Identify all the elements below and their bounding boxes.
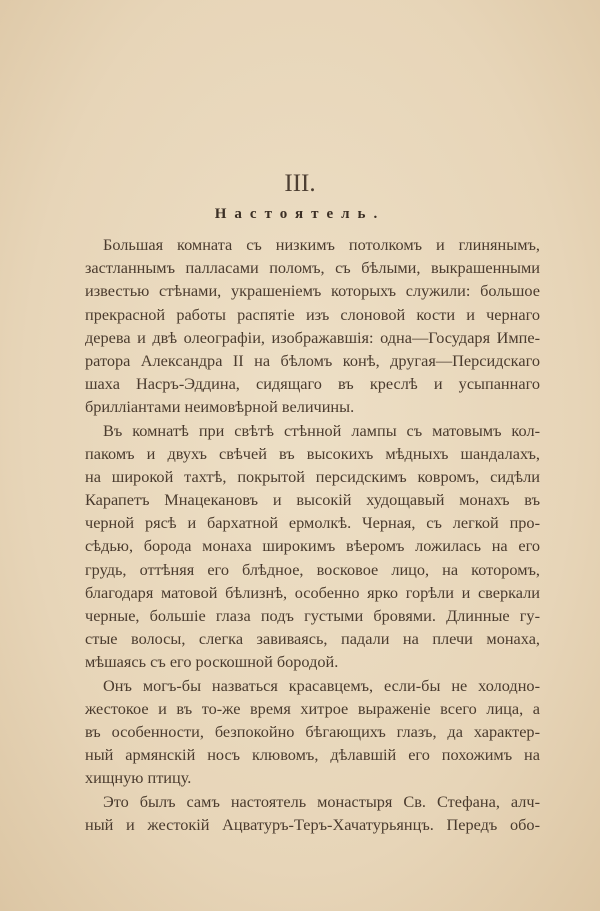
text-line: на широкой тахтѣ, покрытой персидскимъ ковромъ, сидѣли <box>85 466 540 486</box>
text-line: Это былъ самъ настоятель монастыря Св. Стефана, алч- <box>103 791 540 811</box>
text-line: мѣшаясь съ его роскошной бородой. <box>85 652 339 672</box>
text-line: грудь, оттѣняя его блѣдное, восковое лицо, на которомъ, <box>85 559 540 579</box>
chapter-number: III. <box>284 170 316 197</box>
text-line: шаха Насръ-Эддина, сидящаго въ креслѣ и усыпаннаго <box>85 374 540 394</box>
text-line: Въ комнатѣ при свѣтѣ стѣнной лампы съ матовымъ кол- <box>103 420 540 440</box>
text-line: черные, большіе глаза подъ густыми бровями. Длинные гу- <box>85 606 540 625</box>
text-line: Большая комната съ низкимъ потолкомъ и глинянымъ, <box>103 235 540 254</box>
text-line: пакомъ и двухъ свѣчей въ высокихъ мѣдныхъ шандалахъ, <box>85 443 540 463</box>
text-line: стые волосы, слегка завиваясь, падали на плечи монаха, <box>85 629 540 649</box>
text-line: ратора Александра II на бѣломъ конѣ, другая—Персидскаго <box>85 350 540 370</box>
text-line: известью стѣнами, украшеніемъ которыхъ служили: большое <box>85 281 540 301</box>
body-text <box>85 233 540 836</box>
text-line: прекрасной работы распятіе изъ слоновой кости и чернаго <box>85 304 540 324</box>
text-line: Карапетъ Мнацекановъ и высокій худощавый монахъ въ <box>85 490 540 510</box>
text-line: ный армянскій носъ клювомъ, дѣлавшій его похожимъ на <box>85 745 540 765</box>
chapter-title: Настоятель. <box>214 206 386 222</box>
text-line: въ особенности, безпокойно бѣгающихъ глазъ, да характер- <box>85 721 540 741</box>
text-line: благодаря матовой бѣлизнѣ, особенно ярко горѣли и сверкали <box>85 582 540 602</box>
text-line: сѣдью, борода монаха широкимъ вѣеромъ ложилась на его <box>85 536 540 556</box>
text-line: Онъ могъ-бы назваться красавцемъ, если-бы не холодно- <box>103 675 540 695</box>
text-line: дерева и двѣ олеографіи, изображавшія: одна—Государя Импе- <box>85 327 540 347</box>
text-line: черной рясѣ и бархатной ермолкѣ. Черная, съ легкой про- <box>85 513 540 533</box>
text-line: бриллiантами неимовѣрной величины. <box>85 397 355 417</box>
text-line: хищную птицу. <box>85 768 192 788</box>
text-line: ный и жестокій Ацватуръ-Теръ-Хачатурьянцъ. Передъ обо- <box>85 814 540 834</box>
text-line: жестокое и въ то-же время хитрое выраженіе всего лица, а <box>85 698 540 718</box>
text-line: застланнымъ палласами поломъ, съ бѣлыми, выкрашенными <box>85 258 540 278</box>
